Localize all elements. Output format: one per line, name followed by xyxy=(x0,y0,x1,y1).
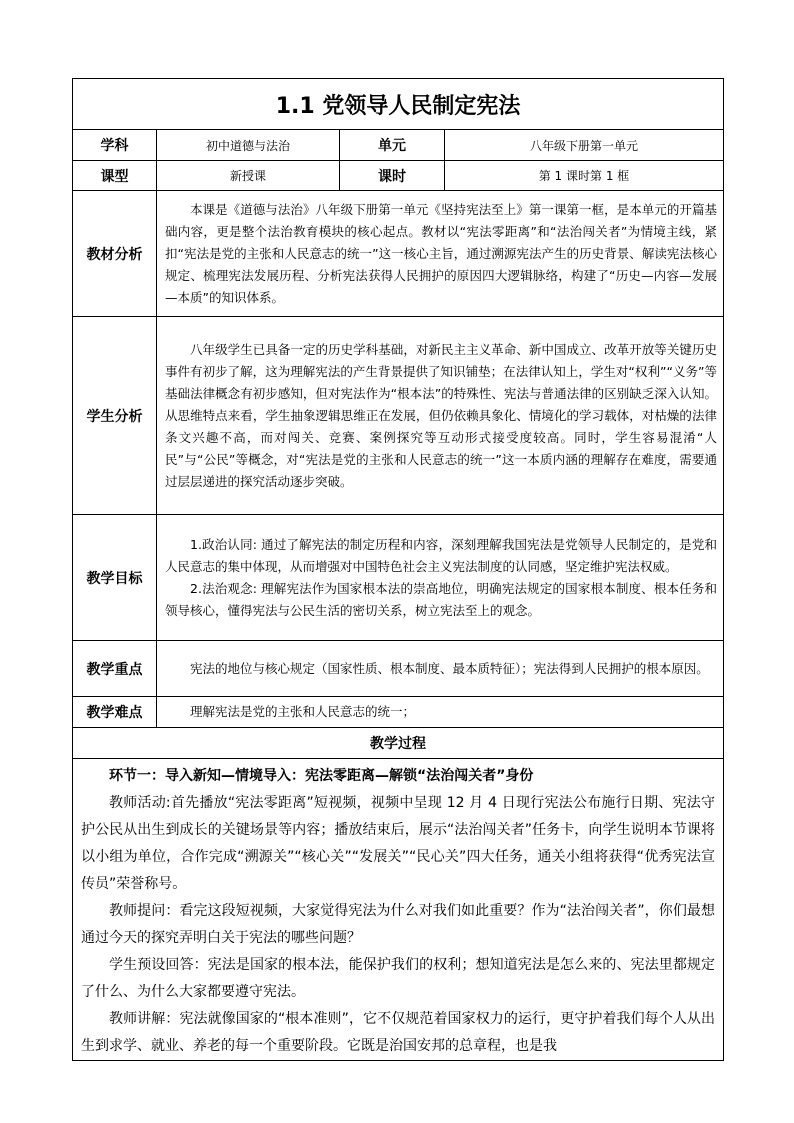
process-heading: 教学过程 xyxy=(73,728,724,759)
section-row-key-points xyxy=(73,641,724,697)
title-row xyxy=(73,79,724,130)
section-paragraph: 宪法的地位与核心规定（国家性质、根本制度、最本质特征）；宪法得到人民拥护的根本原因。 xyxy=(190,660,709,676)
process-paragraph: 学生预设回答：宪法是国家的根本法，能保护我们的权利；想知道宪法是怎么来的、宪法里都规定了什么、为什么大家都要遵守宪法。 xyxy=(81,957,716,1000)
section-row-textbook-analysis xyxy=(73,191,724,317)
section-row-student-analysis xyxy=(73,317,724,515)
process-step-heading: 环节一：导入新知—情境导入：宪法零距离—解锁“法治闯关者”身份 xyxy=(109,768,534,784)
unit-value: 八年级下册第一单元 xyxy=(445,130,724,161)
process-paragraph: 教师讲解：宪法就像国家的“根本准则”，它不仅规范着国家权力的运行，更守护着我们每个人从出生到求学、就业、养老的每一个重要阶段。它既是治国安邦的总章程，也是我 xyxy=(81,1011,716,1054)
section-label: 教学重点 xyxy=(73,641,157,697)
section-paragraph: 八年级学生已具备一定的历史学科基础，对新民主主义革命、新中国成立、改革开放等关键历史事件有初步了解，这为理解宪法的产生背景提供了知识铺垫；在法律认知上，学生对“权利”“义务”等基础法律概念有初步感知，但对宪法作为“根本法”的特殊性、宪法与普通法律的区别缺乏深入认知。从思维特点来看，学生抽象逻辑思维正在发展，但仍依赖具象化、情境化的学习载体，对枯燥的法律条文兴趣不高，而对闯关、竞赛、案例探究等互动形式接受度较高。同时，学生容易混淆“人民”与“公民”等概念，对“宪法是党的主张和人民意志的统一”这一本质内涵的理解存在难度，需要通过层层递进的探究活动逐步突破。 xyxy=(165,341,718,489)
section-content xyxy=(157,317,724,515)
process-paragraph: 教师提问：看完这段短视频，大家觉得宪法为什么对我们如此重要？作为“法治闯关者”，你们最想通过今天的探究弄明白关于宪法的哪些问题？ xyxy=(81,903,716,946)
section-row-teaching-goals xyxy=(73,515,724,641)
period-label: 课时 xyxy=(340,161,445,191)
subject-label: 学科 xyxy=(73,130,157,161)
subject-value: 初中道德与法治 xyxy=(157,130,340,161)
section-paragraph: 本课是《道德与法治》八年级下册第一单元《坚持宪法至上》第一课第一框，是本单元的开篇基础内容，更是整个法治教育模块的核心起点。教材以“宪法零距离”和“法治闯关者”为情境主线，紧扣“宪法是党的主张和人民意志的统一”这一核心主旨，通过溯源宪法产生的历史背景、解读宪法核心规定、梳理宪法发展历程、分析宪法获得人民拥护的原因四大逻辑脉络，构建了“历史—内容—发展—本质”的知识体系。 xyxy=(165,201,718,305)
section-row-difficult-points xyxy=(73,697,724,728)
section-content xyxy=(157,697,724,728)
process-body-row xyxy=(73,759,724,1061)
unit-label: 单元 xyxy=(340,130,445,161)
type-label: 课型 xyxy=(73,161,157,191)
period-value: 第 1 课时第 1 框 xyxy=(445,161,724,191)
section-label: 教学目标 xyxy=(73,515,157,641)
section-paragraph: 理解宪法是党的主张和人民意志的统一； xyxy=(190,704,416,719)
type-value: 新授课 xyxy=(157,161,340,191)
section-label: 教材分析 xyxy=(73,191,157,317)
info-row-1 xyxy=(73,130,724,161)
process-heading-row xyxy=(73,728,724,759)
section-content xyxy=(157,191,724,317)
lesson-plan-table xyxy=(72,78,724,1061)
section-paragraph: 1.政治认同: 通过了解宪法的制定历程和内容，深刻理解我国宪法是党领导人民制定的，是党和人民意志的集中体现，从而增强对中国特色社会主义宪法制度的认同感，坚定维护宪法权威。 xyxy=(165,536,718,574)
page-title: 1.1 党领导人民制定宪法 xyxy=(73,79,724,130)
section-paragraph: 2.法治观念: 理解宪法作为国家根本法的崇高地位，明确宪法规定的国家根本制度、根本任务和领导核心，懂得宪法与公民生活的密切关系，树立宪法至上的观念。 xyxy=(165,580,718,618)
info-row-2 xyxy=(73,161,724,191)
section-content xyxy=(157,515,724,641)
process-paragraph: 教师活动:首先播放“宪法零距离”短视频，视频中呈现 12 月 4 日现行宪法公布施行日期、宪法守护公民从出生到成长的关键场景等内容；播放结束后，展示“法治闯关者”任务卡，向学生说明本节课将以小组为单位，合作完成“溯源关”“核心关”“发展关”“民心关”四大任务，通关小组将获得“优秀宪法宣传员”荣誉称号。 xyxy=(81,795,716,892)
section-content xyxy=(157,641,724,697)
process-content xyxy=(73,759,724,1061)
section-label: 教学难点 xyxy=(73,697,157,728)
section-label: 学生分析 xyxy=(73,317,157,515)
